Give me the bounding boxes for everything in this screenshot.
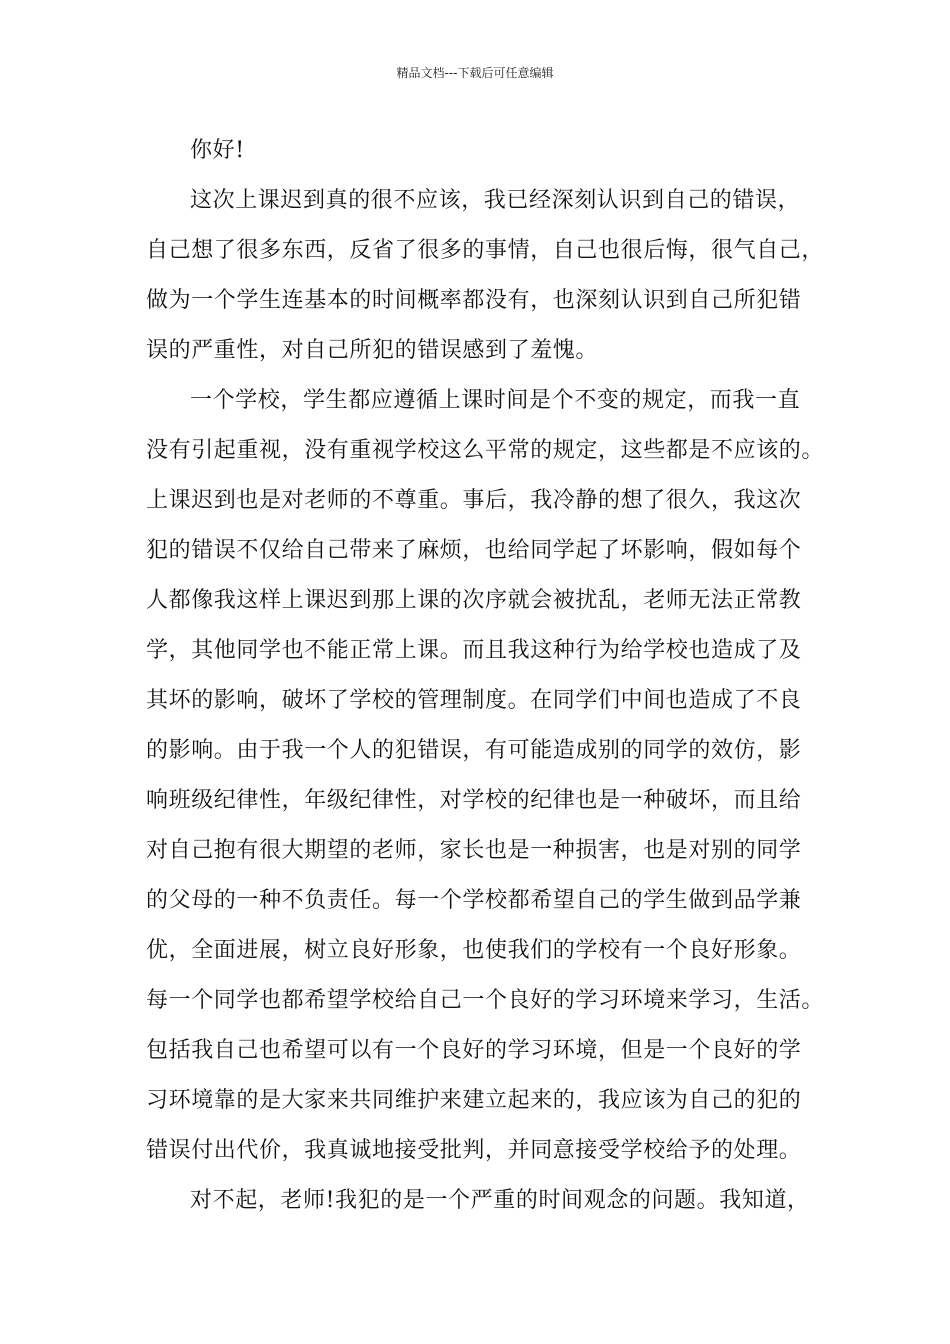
paragraph-line: 自己想了很多东西，反省了很多的事情，自己也很后悔，很气自己， (146, 238, 825, 263)
paragraph-line: 一个学校，学生都应遵循上课时间是个不变的规定，而我一直 (190, 388, 801, 413)
paragraph-line: 响班级纪律性，年级纪律性，对学校的纪律也是一种破坏，而且给 (146, 788, 802, 813)
paragraph-line: 其坏的影响，破坏了学校的管理制度。在同学们中间也造成了不良 (146, 688, 802, 713)
paragraph-line: 误的严重性，对自己所犯的错误感到了羞愧。 (146, 338, 599, 363)
paragraph-line: 包括我自己也希望可以有一个良好的学习环境，但是一个良好的学 (146, 1038, 802, 1063)
paragraph-line: 人都像我这样上课迟到那上课的次序就会被扰乱，老师无法正常教 (146, 588, 802, 613)
greeting-line: 你好! (190, 138, 245, 163)
paragraph-line: 优，全面进展，树立良好形象，也使我们的学校有一个良好形象。 (146, 938, 802, 963)
paragraph-line: 对自己抱有很大期望的老师，家长也是一种损害，也是对别的同学 (146, 838, 802, 863)
paragraph-line: 错误付出代价，我真诚地接受批判，并同意接受学校给予的处理。 (146, 1138, 802, 1163)
paragraph-line: 没有引起重视，没有重视学校这么平常的规定，这些都是不应该的。 (146, 438, 825, 463)
paragraph-line: 习环境靠的是大家来共同维护来建立起来的，我应该为自己的犯的 (146, 1088, 802, 1113)
paragraph-line: 这次上课迟到真的很不应该，我已经深刻认识到自己的错误， (190, 188, 801, 213)
paragraph-line: 做为一个学生连基本的时间概率都没有，也深刻认识到自己所犯错 (146, 288, 802, 313)
paragraph-line: 的父母的一种不负责任。每一个学校都希望自己的学生做到品学兼 (146, 888, 802, 913)
paragraph-line: 犯的错误不仅给自己带来了麻烦，也给同学起了坏影响，假如每个 (146, 538, 802, 563)
paragraph-line: 上课迟到也是对老师的不尊重。事后，我冷静的想了很久，我这次 (146, 488, 802, 513)
paragraph-line: 的影响。由于我一个人的犯错误，有可能造成别的同学的效仿，影 (146, 738, 802, 763)
page-header: 精品文档---下载后可任意编辑 (396, 66, 554, 80)
paragraph-line: 学，其他同学也不能正常上课。而且我这种行为给学校也造成了及 (146, 638, 802, 663)
paragraph-line: 对不起，老师!我犯的是一个严重的时间观念的问题。我知道， (190, 1188, 810, 1213)
paragraph-line: 每一个同学也都希望学校给自己一个良好的学习环境来学习，生活。 (146, 988, 825, 1013)
